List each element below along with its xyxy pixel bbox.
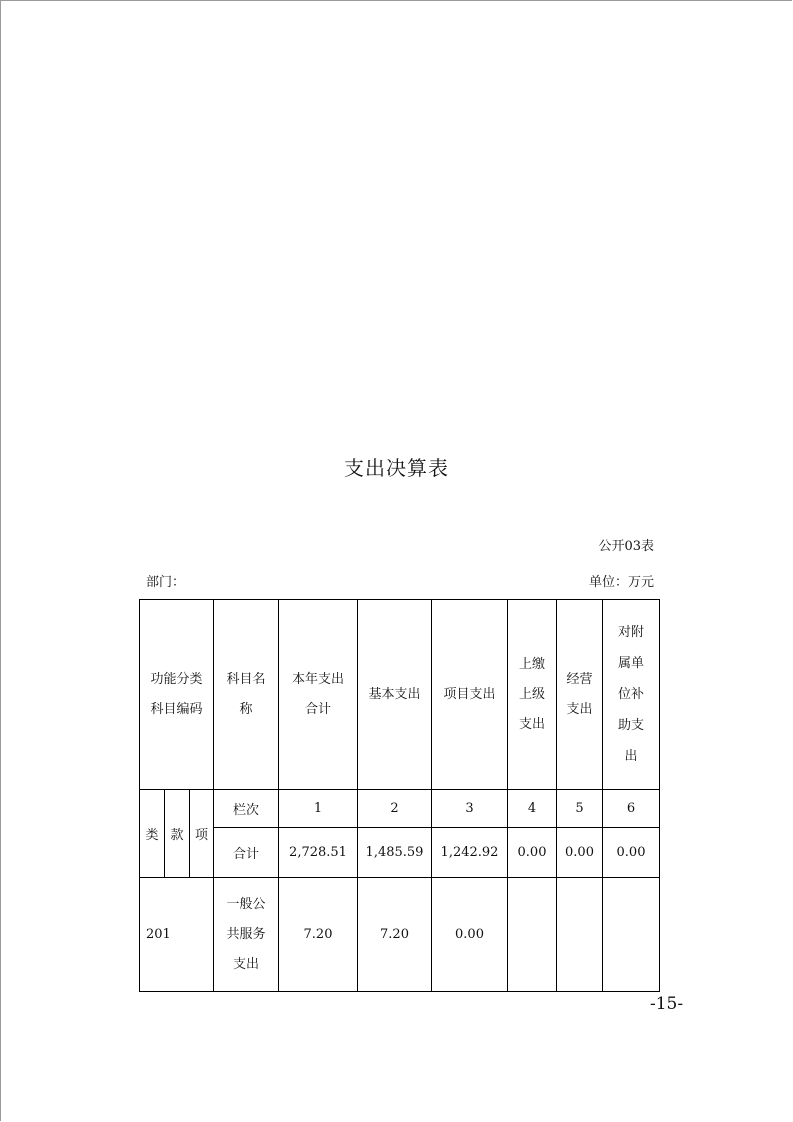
header-text: 基本支出 xyxy=(368,686,421,702)
table-row xyxy=(140,878,660,992)
column-index-label: 栏次 xyxy=(214,790,279,828)
total-value: 1,485.59 xyxy=(358,828,432,878)
sub-header-item: 项 xyxy=(190,790,214,878)
header-project xyxy=(432,600,508,790)
row-value: 0.00 xyxy=(432,878,508,992)
header-text: 上级 xyxy=(518,686,545,702)
header-subsidy xyxy=(603,600,660,790)
header-remit xyxy=(508,600,557,790)
form-number: 公开03表 xyxy=(598,539,654,554)
row-value: 7.20 xyxy=(279,878,358,992)
header-text: 上缴 xyxy=(518,656,545,672)
header-text: 出 xyxy=(624,749,638,764)
expenditure-table xyxy=(139,599,660,992)
header-text: 科目编码 xyxy=(150,701,203,717)
total-value: 0.00 xyxy=(508,828,557,878)
header-text: 经营 xyxy=(566,671,593,687)
row-name-text: 共服务 xyxy=(226,926,266,942)
sub-header-section: 款 xyxy=(165,790,190,878)
unit-label: 单位：万元 xyxy=(588,575,654,590)
column-number: 6 xyxy=(603,790,660,828)
header-row xyxy=(140,600,660,790)
header-func-code xyxy=(140,600,214,790)
header-total xyxy=(279,600,358,790)
department-label: 部门： xyxy=(146,575,186,590)
sub-header-category: 类 xyxy=(140,790,165,878)
column-number: 3 xyxy=(432,790,508,828)
total-value: 2,728.51 xyxy=(279,828,358,878)
page-title: 支出决算表 xyxy=(344,456,449,480)
row-name xyxy=(214,878,279,992)
header-text: 本年支出 xyxy=(291,671,344,687)
row-value xyxy=(508,878,557,992)
header-text: 位补 xyxy=(617,687,644,702)
column-number: 4 xyxy=(508,790,557,828)
header-text: 称 xyxy=(239,701,253,717)
total-value: 1,242.92 xyxy=(432,828,508,878)
row-value xyxy=(557,878,603,992)
row-name-text: 一般公 xyxy=(226,896,266,912)
column-number: 2 xyxy=(358,790,432,828)
header-text: 属单 xyxy=(617,656,644,671)
header-text: 合计 xyxy=(304,701,331,717)
row-value: 7.20 xyxy=(358,878,432,992)
header-text: 支出 xyxy=(518,716,545,732)
row-code: 201 xyxy=(140,878,214,992)
page-number: -15- xyxy=(650,994,684,1014)
total-row xyxy=(140,828,660,878)
total-label: 合计 xyxy=(214,828,279,878)
header-subject-name xyxy=(214,600,279,790)
header-text: 对附 xyxy=(617,625,644,640)
header-text: 项目支出 xyxy=(443,686,496,702)
row-value xyxy=(603,878,660,992)
header-text: 科目名 xyxy=(226,671,266,687)
header-business xyxy=(557,600,603,790)
column-number: 1 xyxy=(279,790,358,828)
total-value: 0.00 xyxy=(557,828,603,878)
header-text: 支出 xyxy=(566,701,593,717)
total-value: 0.00 xyxy=(603,828,660,878)
header-text: 功能分类 xyxy=(150,671,203,687)
row-name-text: 支出 xyxy=(232,956,259,972)
column-number: 5 xyxy=(557,790,603,828)
column-index-row xyxy=(140,790,660,828)
header-text: 助支 xyxy=(617,718,644,733)
header-basic xyxy=(358,600,432,790)
